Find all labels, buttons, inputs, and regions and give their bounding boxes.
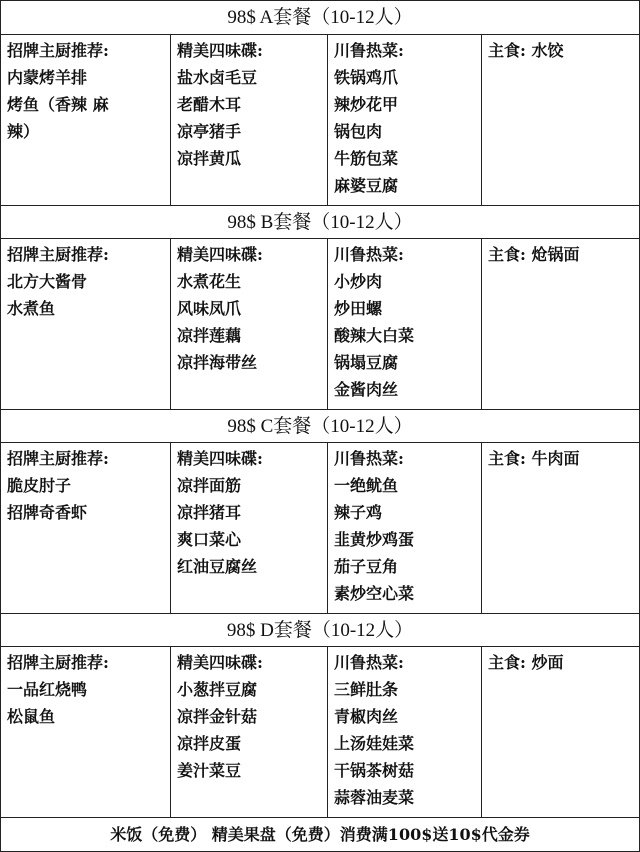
package-d-chef-column — [1, 647, 171, 817]
dish-item: 内蒙烤羊排 — [7, 68, 88, 87]
dish-item: 辣） — [7, 122, 40, 141]
dish-item: 锅塌豆腐 — [334, 353, 399, 372]
dish-item: 三鲜肚条 — [334, 680, 399, 699]
staple-food: 主食: 牛肉面 — [488, 449, 580, 468]
cold-dishes-header: 精美四味碟: — [177, 449, 263, 468]
dish-item: 招牌奇香虾 — [7, 503, 88, 522]
dish-item: 酸辣大白菜 — [334, 326, 415, 345]
dish-item: 辣子鸡 — [334, 503, 383, 522]
hot-dishes-header: 川鲁热菜: — [334, 653, 404, 672]
package-d-cold-column — [171, 647, 328, 817]
dish-item: 上汤娃娃菜 — [334, 734, 415, 753]
package-b-cold-column — [171, 239, 328, 409]
dish-item: 青椒肉丝 — [334, 707, 399, 726]
package-c-hot-column — [328, 443, 482, 613]
package-d-title: 98$ D套餐（10-12人） — [1, 613, 639, 647]
dish-item: 松鼠鱼 — [7, 707, 56, 726]
chef-recommend-header: 招牌主厨推荐: — [7, 653, 109, 672]
hot-dishes-header: 川鲁热菜: — [334, 41, 404, 60]
chef-recommend-header: 招牌主厨推荐: — [7, 41, 109, 60]
dish-item: 凉拌金针菇 — [177, 707, 258, 726]
package-c-chef-column — [1, 443, 171, 613]
package-a-title: 98$ A套餐（10-12人） — [1, 1, 639, 35]
package-a-hot-column — [328, 35, 482, 205]
dish-item: 烤鱼（香辣 麻 — [7, 95, 109, 114]
package-a-cold-column — [171, 35, 328, 205]
dish-item: 锅包肉 — [334, 122, 383, 141]
dish-item: 炒田螺 — [334, 299, 383, 318]
dish-item: 盐水卤毛豆 — [177, 68, 258, 87]
dish-item: 金酱肉丝 — [334, 380, 399, 399]
package-b-chef-column — [1, 239, 171, 409]
cold-dishes-header: 精美四味碟: — [177, 41, 263, 60]
dish-item: 凉亭猪手 — [177, 122, 242, 141]
dish-item: 小炒肉 — [334, 272, 383, 291]
dish-item: 辣炒花甲 — [334, 95, 399, 114]
dish-item: 水煮花生 — [177, 272, 242, 291]
package-c-title: 98$ C套餐（10-12人） — [1, 409, 639, 443]
dish-item: 小葱拌豆腐 — [177, 680, 258, 699]
staple-food: 主食: 炒面 — [488, 653, 564, 672]
package-c-staple-column — [482, 443, 639, 613]
package-d-staple-column — [482, 647, 639, 817]
cold-dishes-header: 精美四味碟: — [177, 245, 263, 264]
package-b-staple-column — [482, 239, 639, 409]
package-d-hot-column — [328, 647, 482, 817]
package-a-staple-column — [482, 35, 639, 205]
chef-recommend-header: 招牌主厨推荐: — [7, 245, 109, 264]
chef-recommend-header: 招牌主厨推荐: — [7, 449, 109, 468]
hot-dishes-header: 川鲁热菜: — [334, 449, 404, 468]
dish-item: 铁锅鸡爪 — [334, 68, 399, 87]
dish-item: 牛筋包菜 — [334, 149, 399, 168]
dish-item: 爽口菜心 — [177, 530, 242, 549]
dish-item: 凉拌猪耳 — [177, 503, 242, 522]
dish-item: 凉拌海带丝 — [177, 353, 258, 372]
dish-item: 姜汁菜豆 — [177, 761, 242, 780]
dish-item: 红油豆腐丝 — [177, 557, 258, 576]
staple-food: 主食: 炝锅面 — [488, 245, 580, 264]
dish-item: 干锅茶树菇 — [334, 761, 415, 780]
package-c-cold-column — [171, 443, 328, 613]
dish-item: 一绝鱿鱼 — [334, 476, 399, 495]
package-b-title: 98$ B套餐（10-12人） — [1, 205, 639, 239]
dish-item: 脆皮肘子 — [7, 476, 72, 495]
hot-dishes-header: 川鲁热菜: — [334, 245, 404, 264]
package-a-chef-column — [1, 35, 171, 205]
dish-item: 凉拌面筋 — [177, 476, 242, 495]
dish-item: 蒜蓉油麦菜 — [334, 788, 415, 807]
dish-item: 一品红烧鸭 — [7, 680, 88, 699]
dish-item: 凉拌黄瓜 — [177, 149, 242, 168]
dish-item: 韭黄炒鸡蛋 — [334, 530, 415, 549]
dish-item: 风味凤爪 — [177, 299, 242, 318]
menu-footer-note: 米饭（免费） 精美果盘（免费）消费满100$送10$代金券 — [1, 817, 639, 851]
cold-dishes-header: 精美四味碟: — [177, 653, 263, 672]
dish-item: 凉拌莲藕 — [177, 326, 242, 345]
dish-item: 凉拌皮蛋 — [177, 734, 242, 753]
dish-item: 水煮鱼 — [7, 299, 56, 318]
dish-item: 素炒空心菜 — [334, 584, 415, 603]
package-b-hot-column — [328, 239, 482, 409]
dish-item: 麻婆豆腐 — [334, 176, 399, 195]
dish-item: 茄子豆角 — [334, 557, 399, 576]
dish-item: 老醋木耳 — [177, 95, 242, 114]
staple-food: 主食: 水饺 — [488, 41, 564, 60]
dish-item: 北方大酱骨 — [7, 272, 88, 291]
